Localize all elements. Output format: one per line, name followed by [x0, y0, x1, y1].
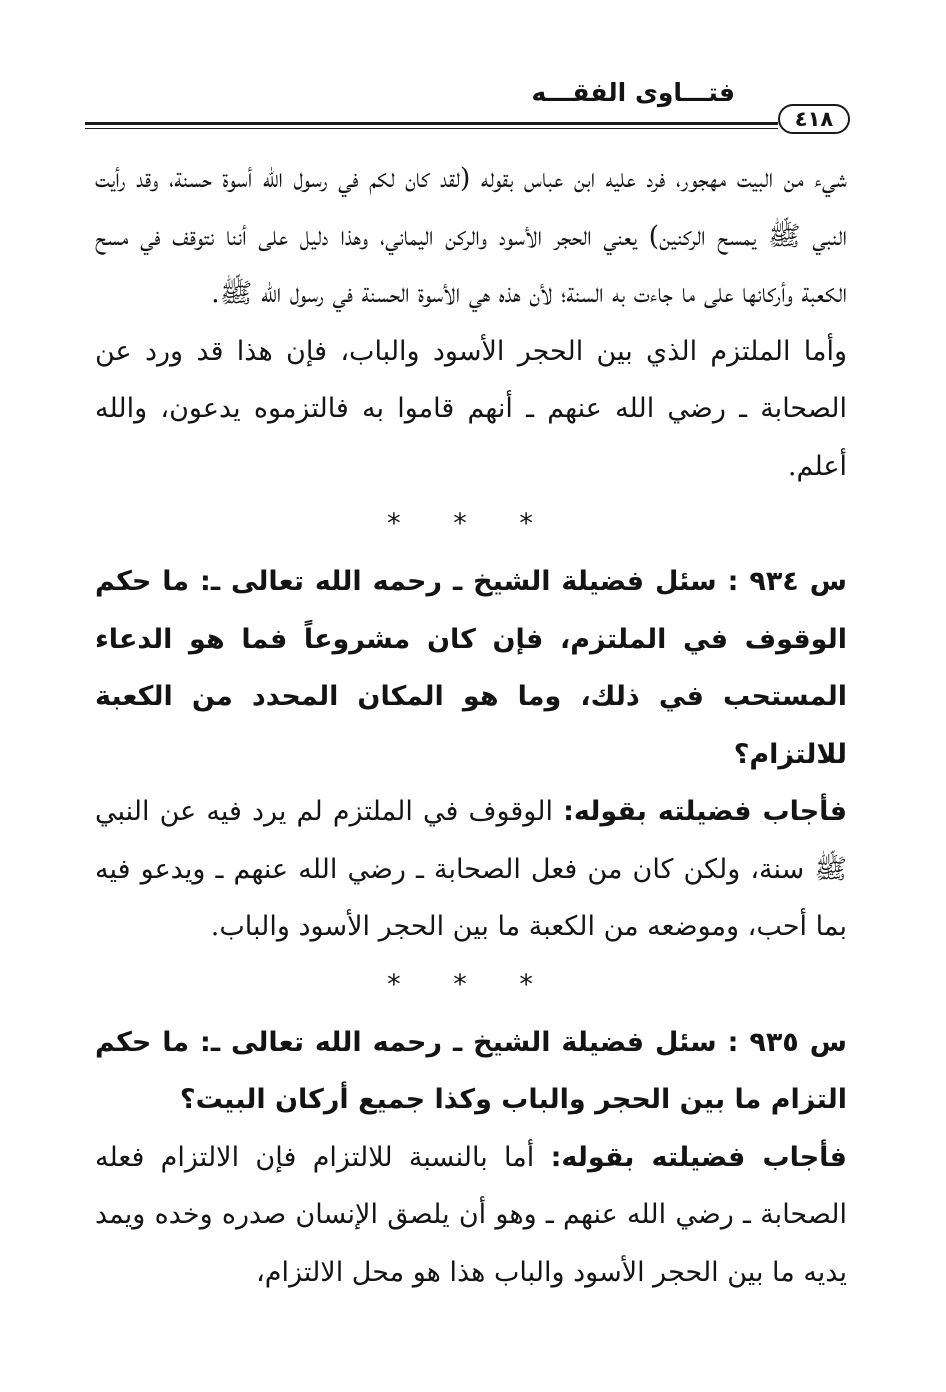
page-header	[80, 76, 850, 136]
answer-934	[95, 783, 847, 956]
section-divider-asterisks: * * *	[387, 508, 555, 539]
section-divider-asterisks: * * *	[387, 968, 555, 1000]
header-rule-thin	[85, 128, 778, 129]
page-body	[95, 150, 847, 1301]
answer-text: أما بالنسبة للالتزام فإن الالتزام فعله الصحابة ـ رضي الله عنهم ـ وهو أن يلصق الإنسان صدره وخده ويمد يديه ما بين الحجر الأسود والباب هذا هو محل الالتزام،	[95, 1141, 847, 1288]
answer-label: فأجاب فضيلته بقوله:	[550, 1141, 847, 1173]
paragraph-continuation: شيء من البيت مهجور، فرد عليه ابن عباس بقوله (لقد كان لكم في رسول الله أسوة حسنة، وقد رأيت النبي ﷺ يمسح الركنين) يعني الحجر الأسود والركن اليماني، وهذا دليل على أننا نتوقف في مسح الكعبة وأركانها على ما جاءت به السنة؛ لأن هذه هي الأسوة الحسنة في رسول الله ﷺ.	[95, 163, 847, 309]
question-935: س ٩٣٥ : سئل فضيلة الشيخ ـ رحمه الله تعالى ـ: ما حكم التزام ما بين الحجر والباب وكذا جميع أركان البيت؟	[95, 1026, 847, 1115]
answer-935	[95, 1129, 847, 1302]
paragraph-multazam: وأما الملتزم الذي بين الحجر الأسود والباب، فإن هذا قد ورد عن الصحابة ـ رضي الله عنهم ـ أنهم قاموا به فالتزموه يدعون، والله أعلم.	[95, 335, 847, 482]
answer-text: الوقوف في الملتزم لم يرد فيه عن النبي ﷺ سنة، ولكن كان من فعل الصحابة ـ رضي الله عنهم ـ ويدعو فيه بما أحب، وموضعه من الكعبة ما بين الحجر الأسود والباب.	[95, 796, 847, 942]
page-number: ٤١٨	[778, 104, 850, 134]
header-rule-thick	[85, 122, 778, 125]
running-title: فتـــاوى الفقـــه	[531, 78, 735, 107]
answer-label: فأجاب فضيلته بقوله:	[563, 796, 847, 827]
question-934: س ٩٣٤ : سئل فضيلة الشيخ ـ رحمه الله تعالى ـ: ما حكم الوقوف في الملتزم، فإن كان مشروعاً فما هو الدعاء المستحب في ذلك، وما هو المكان المحدد من الكعبة للالتزام؟	[95, 566, 847, 770]
